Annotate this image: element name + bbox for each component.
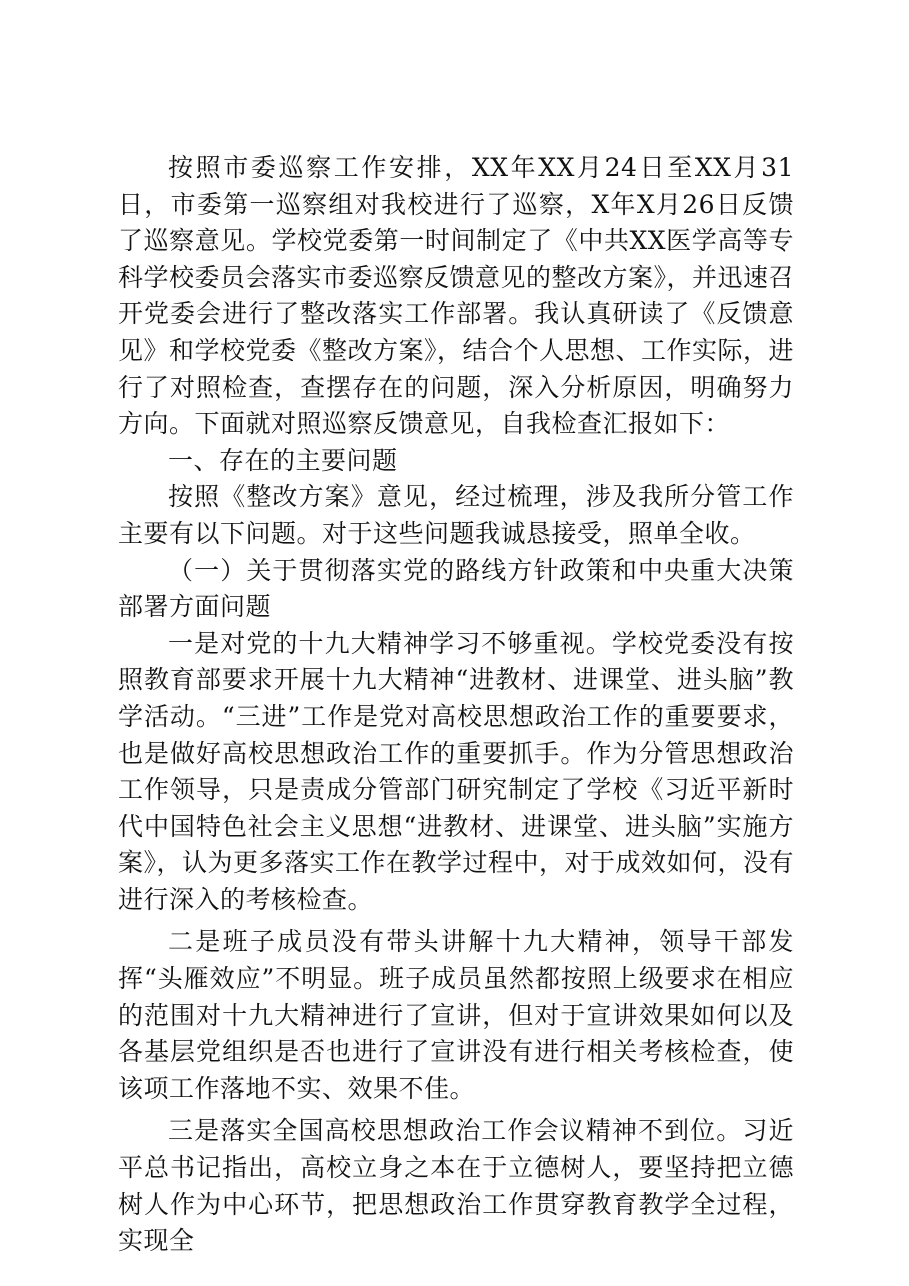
issue-three-paragraph: 三是落实全国高校思想政治工作会议精神不到位。习近平总书记指出，高校立身之本在于立德树人，要坚持把立德树人作为中心环节，把思想政治工作贯穿教育教学全过程，实现全 [118,1116,794,1256]
acceptance-paragraph: 按照《整改方案》意见，经过梳理，涉及我所分管工作主要有以下问题。对于这些问题我诚恳接受，照单全收。 [118,482,794,548]
subsection-heading-policy: （一）关于贯彻落实党的路线方针政策和中央重大决策部署方面问题 [118,555,794,622]
issue-one-paragraph: 一是对党的十九大精神学习不够重视。学校党委没有按照教育部要求开展十九大精神“进教材、进课堂、进头脑”教学活动。“三进”工作是党对高校思想政治工作的重要要求，也是做好高校思想政治工作的重要抓手。作为分管思想政治工作领导，只是责成分管部门研究制定了学校《习近平新时代中国特色社会主义思想“进教材、进课堂、进头脑”实施方案》，认为更多落实工作在教学过程中，对于成效如何，没有进行深入的考核检查。 [118,628,795,914]
document-page [118,150,794,1260]
section-heading-problems: 一、存在的主要问题 [168,445,398,475]
intro-paragraph: 按照市委巡察工作安排，XX年XX月24日至XX月31日，市委第一巡察组对我校进行了巡察，X年X月26日反馈了巡察意见。学校党委第一时间制定了《中共XX医学高等专科学校委员会落实市委巡察反馈意见的整改方案》，并迅速召开党委会进行了整改落实工作部署。我认真研读了《反馈意见》和学校党委《整改方案》，结合个人思想、工作实际，进行了对照检查，查摆存在的问题，深入分析原因，明确努力方向。下面就对照巡察反馈意见，自我检查汇报如下： [118,153,795,439]
issue-two-paragraph: 二是班子成员没有带头讲解十九大精神，领导干部发挥“头雁效应”不明显。班子成员虽然都按照上级要求在相应的范围对十九大精神进行了宣讲，但对于宣讲效果如何以及各基层党组织是否也进行了宣讲没有进行相关考核检查，使该项工作落地不实、效果不佳。 [118,927,794,1103]
